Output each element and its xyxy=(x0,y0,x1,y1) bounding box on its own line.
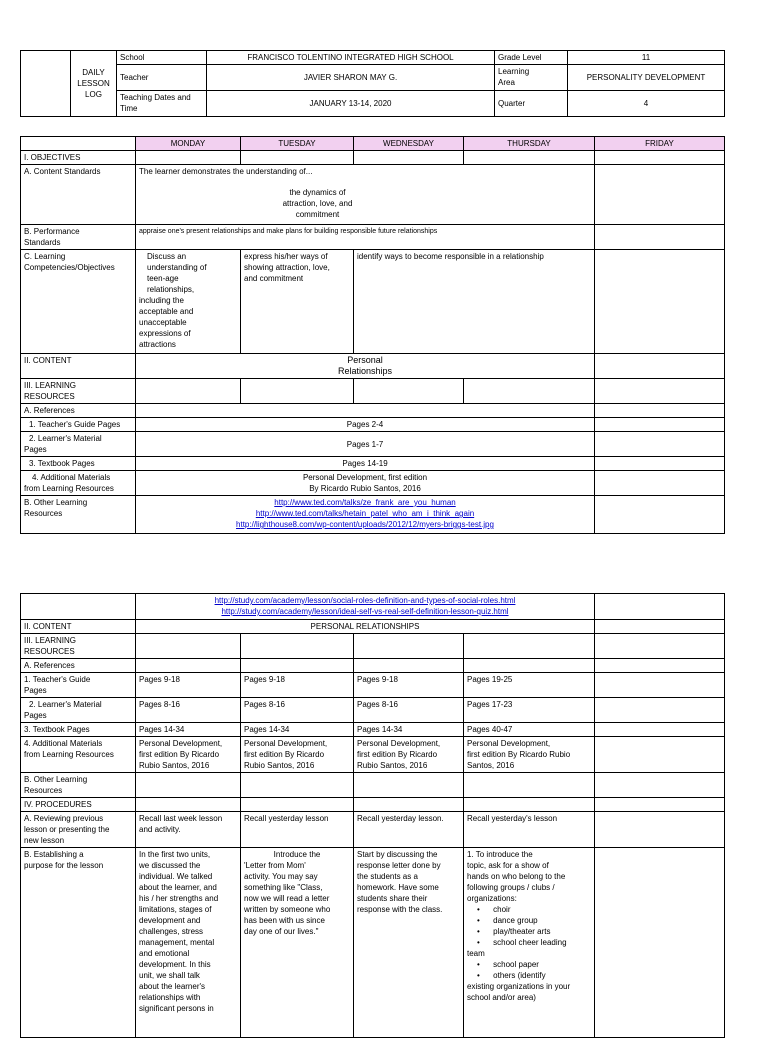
review-monday: Recall last week lesson and activity. xyxy=(136,812,241,848)
tb-monday: Pages 14-34 xyxy=(136,723,241,737)
content-label: II. CONTENT xyxy=(21,354,136,379)
day-header-tuesday: TUESDAY xyxy=(241,137,354,151)
procedures-label: IV. PROCEDURES xyxy=(21,798,136,812)
additional-materials-label-2: 4. Additional Materials from Learning Resources xyxy=(21,737,136,773)
tg-thursday: Pages 19-25 xyxy=(464,673,595,698)
learning-area-label: Learning Area xyxy=(495,65,568,91)
study-links xyxy=(136,594,595,620)
tb-tuesday: Pages 14-34 xyxy=(241,723,354,737)
daily-lesson-log-label: DAILY LESSON LOG xyxy=(71,51,117,117)
quarter-label: Quarter xyxy=(495,91,568,117)
objectives-cell xyxy=(136,151,241,165)
grade-level-label: Grade Level xyxy=(495,51,568,65)
school-value: FRANCISCO TOLENTINO INTEGRATED HIGH SCHOOL xyxy=(207,51,495,65)
learning-competencies-label: C. Learning Competencies/Objectives xyxy=(21,250,136,354)
competency-friday xyxy=(595,250,725,354)
other-learning-resources-label-2: B. Other Learning Resources xyxy=(21,773,136,798)
objectives-label: I. OBJECTIVES xyxy=(21,151,136,165)
am-tuesday: Personal Development, first edition By Ricardo Rubio Santos, 2016 xyxy=(241,737,354,773)
lesson-plan-table-2 xyxy=(20,593,725,1038)
content-value-2: PERSONAL RELATIONSHIPS xyxy=(136,620,595,634)
teachers-guide-label-2: 1. Teacher's Guide Pages xyxy=(21,673,136,698)
header-table xyxy=(20,50,725,117)
content-friday xyxy=(595,354,725,379)
textbook-pages-label: 3. Textbook Pages xyxy=(21,457,136,471)
learning-resources-label: III. LEARNING RESOURCES xyxy=(21,379,136,404)
school-label: School xyxy=(117,51,207,65)
reviewing-previous-lesson-label: A. Reviewing previous lesson or presenting the new lesson xyxy=(21,812,136,848)
content-standards-label: A. Content Standards xyxy=(21,165,136,225)
additional-materials-value: Personal Development, first edition By Ricardo Rubio Santos, 2016 xyxy=(136,471,595,496)
quarter-value: 4 xyxy=(568,91,725,117)
learning-area-value: PERSONALITY DEVELOPMENT xyxy=(568,65,725,91)
tg-tuesday: Pages 9-18 xyxy=(241,673,354,698)
teachers-guide-label: 1. Teacher's Guide Pages xyxy=(21,418,136,432)
am-thursday: Personal Development, first edition By Ricardo Rubio Santos, 2016 xyxy=(464,737,595,773)
performance-standards-label: B. Performance Standards xyxy=(21,225,136,250)
teacher-value: JAVIER SHARON MAY G. xyxy=(207,65,495,91)
study-link-social-roles[interactable]: http://study.com/academy/lesson/social-roles-definition-and-types-of-social-roles.html xyxy=(214,596,516,605)
content-value: Personal Relationships xyxy=(136,354,595,379)
purpose-thursday: 1. To introduce the topic, ask for a show of hands on who belong to the following groups / clubs / organizations: • choir • dance group • play/theater arts • school cheer leading team • school paper • others (identify existing organizations in your school and/or area) xyxy=(464,848,595,1038)
textbook-pages-label-2: 3. Textbook Pages xyxy=(21,723,136,737)
teacher-label: Teacher xyxy=(117,65,207,91)
establishing-purpose-label: B. Establishing a purpose for the lesson xyxy=(21,848,136,1038)
study-link-ideal-self[interactable]: http://study.com/academy/lesson/ideal-self-vs-real-self-definition-lesson-quiz.html xyxy=(221,607,509,616)
other-learning-resources-label: B. Other Learning Resources xyxy=(21,496,136,534)
grade-level-value: 11 xyxy=(568,51,725,65)
other-learning-resources-links xyxy=(136,496,595,534)
references-label: A. References xyxy=(21,404,136,418)
day-header-friday: FRIDAY xyxy=(595,137,725,151)
lm-tuesday: Pages 8-16 xyxy=(241,698,354,723)
review-tuesday: Recall yesterday lesson xyxy=(241,812,354,848)
review-thursday: Recall yesterday's lesson xyxy=(464,812,595,848)
ted-link-are-you-human[interactable]: http://www.ted.com/talks/ze_frank_are_you_human xyxy=(274,498,456,507)
lm-thursday: Pages 17-23 xyxy=(464,698,595,723)
textbook-pages-value: Pages 14-19 xyxy=(136,457,595,471)
learners-material-value: Pages 1-7 xyxy=(136,432,595,457)
teaching-dates-value: JANUARY 13-14, 2020 xyxy=(207,91,495,117)
content-standards-lines: the dynamics of attraction, love, and commitment xyxy=(282,188,353,219)
am-wednesday: Personal Development, first edition By Ricardo Rubio Santos, 2016 xyxy=(354,737,464,773)
purpose-wednesday: Start by discussing the response letter done by the students as a homework. Have some students share their response with the class. xyxy=(354,848,464,1038)
content-standards-value xyxy=(136,165,595,225)
competency-wednesday-thursday: identify ways to become responsible in a relationship xyxy=(354,250,595,354)
review-wednesday: Recall yesterday lesson. xyxy=(354,812,464,848)
bullet-item: • choir xyxy=(477,905,511,914)
tb-thursday: Pages 40-47 xyxy=(464,723,595,737)
bullet-item: • school paper xyxy=(477,960,539,969)
bullet-item: • dance group xyxy=(477,916,538,925)
header-blank-cell xyxy=(21,51,71,117)
am-monday: Personal Development, first edition By Ricardo Rubio Santos, 2016 xyxy=(136,737,241,773)
lm-monday: Pages 8-16 xyxy=(136,698,241,723)
purpose-tuesday: Introduce the 'Letter from Mom' activity. You may say something like "Class, now we will read a letter written by someone who has been with us since day one of our lives." xyxy=(241,848,354,1038)
learners-material-label-2: 2. Learner's Material Pages xyxy=(21,698,136,723)
myers-briggs-link[interactable]: http://lighthouse8.com/wp-content/uploads/2012/12/myers-briggs-test.jpg xyxy=(236,520,494,529)
teachers-guide-value: Pages 2-4 xyxy=(136,418,595,432)
additional-materials-label: 4. Additional Materials from Learning Resources xyxy=(21,471,136,496)
purpose-monday: In the first two units, we discussed the individual. We talked about the learner, and his / her strengths and limitations, stages of development and challenges, stress management, mental and emotional development. In this unit, we shall talk about the learner's relationships with significant persons in xyxy=(136,848,241,1038)
references-label-2: A. References xyxy=(21,659,136,673)
bullet-item: • school cheer leading xyxy=(477,938,567,947)
content-standards-friday xyxy=(595,165,725,225)
performance-standards-value: appraise one's present relationships and make plans for building responsible future relationships xyxy=(136,225,595,250)
learners-material-label: 2. Learner's Material Pages xyxy=(21,432,136,457)
day-header-thursday: THURSDAY xyxy=(464,137,595,151)
bullet-item: • play/theater arts xyxy=(477,927,551,936)
day-header-monday: MONDAY xyxy=(136,137,241,151)
learning-resources-label-2: III. LEARNING RESOURCES xyxy=(21,634,136,659)
tb-wednesday: Pages 14-34 xyxy=(354,723,464,737)
day-header-wednesday: WEDNESDAY xyxy=(354,137,464,151)
teaching-dates-label: Teaching Dates and Time xyxy=(117,91,207,117)
bullet-item: • others (identify xyxy=(477,971,546,980)
lesson-plan-table-1 xyxy=(20,136,725,534)
corner-cell xyxy=(21,137,136,151)
performance-standards-friday xyxy=(595,225,725,250)
ted-link-who-am-i[interactable]: http://www.ted.com/talks/hetain_patel_who_am_i_think_again xyxy=(255,509,475,518)
tg-monday: Pages 9-18 xyxy=(136,673,241,698)
lm-wednesday: Pages 8-16 xyxy=(354,698,464,723)
content-standards-intro: The learner demonstrates the understanding of... xyxy=(139,167,313,176)
competency-monday: Discuss an understanding of teen-age relationships, including the acceptable and unacceptable expressions of attractions xyxy=(136,250,241,354)
tg-wednesday: Pages 9-18 xyxy=(354,673,464,698)
competency-tuesday: express his/her ways of showing attraction, love, and commitment xyxy=(241,250,354,354)
content-label-2: II. CONTENT xyxy=(21,620,136,634)
